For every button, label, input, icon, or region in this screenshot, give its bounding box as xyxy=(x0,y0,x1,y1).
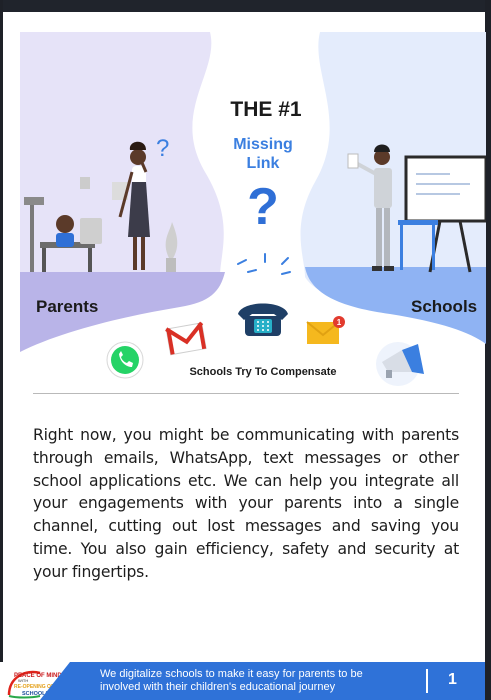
svg-text:RE-OPENING OF: RE-OPENING OF xyxy=(14,684,55,690)
footer-separator xyxy=(426,669,428,693)
svg-text:WITH: WITH xyxy=(18,678,29,683)
svg-text:?: ? xyxy=(156,135,170,162)
footer xyxy=(0,662,485,700)
section-divider xyxy=(33,393,459,394)
schools-compensate-label: Schools Try To Compensate xyxy=(189,366,337,378)
svg-text:PEACE OF MIND: PEACE OF MIND xyxy=(14,673,62,679)
heading-missing: Missing xyxy=(233,136,293,153)
big-question-mark: ? xyxy=(247,178,279,236)
heading-link: Link xyxy=(246,155,280,172)
footer-band xyxy=(70,662,485,700)
whatsapp-icon xyxy=(107,342,143,378)
heading-the-1: THE #1 xyxy=(230,98,302,121)
parents-label: Parents xyxy=(36,297,99,316)
body-paragraph: Right now, you might be communicating with parents through emails, WhatsApp, text messages or other school applications etc. We can help you integrate all your engagements with your parents into a single channel, cutting out lost messages and saving you time. You also gain efficiency, safety and security at your fingertips. xyxy=(33,426,459,581)
schools-label: Schools xyxy=(411,297,478,316)
top-bar xyxy=(0,0,491,12)
envelope-icon xyxy=(307,316,345,344)
left-frame-edge xyxy=(0,0,3,700)
svg-text:SCHOOLS: SCHOOLS xyxy=(22,691,50,697)
gmail-icon xyxy=(166,323,206,355)
footer-tagline: We digitalize schools to make it easy for parents to be involved with their children's educational journey xyxy=(100,668,363,693)
page-number: 1 xyxy=(448,671,457,688)
notification-badge: 1 xyxy=(336,318,342,327)
megaphone-icon xyxy=(376,342,424,386)
telephone-icon xyxy=(238,304,288,337)
sparkle-lines xyxy=(238,254,290,274)
missing-link-illustration xyxy=(20,32,486,392)
